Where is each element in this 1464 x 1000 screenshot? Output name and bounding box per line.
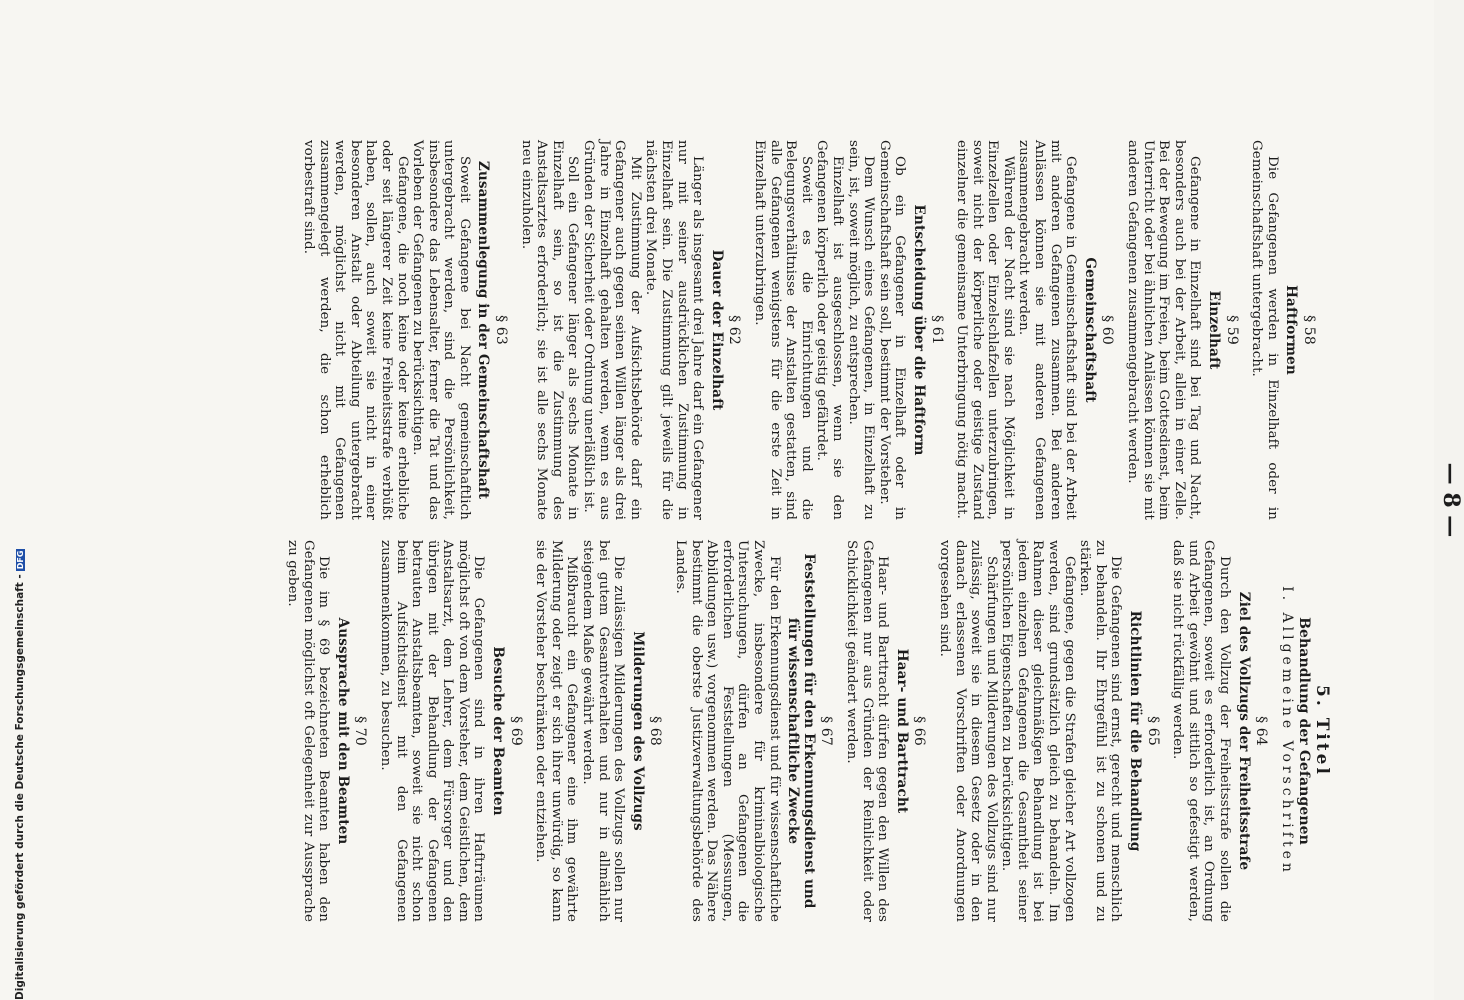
section-heading: Gemeinschaftshaft: [1081, 257, 1098, 403]
section-number: § 64: [1253, 716, 1270, 746]
section-number: § 68: [647, 716, 664, 746]
section-number: § 69: [507, 716, 524, 746]
section-heading: Haar- und Barttracht: [893, 648, 910, 814]
footer-text: Digitalisierung gefördert durch die Deutsche Forschungsgemeinschaft -: [14, 574, 26, 1000]
title-subtitle: Behandlung der Gefangenen: [1296, 617, 1313, 845]
paragraph: Länger als insgesamt drei Jahre darf ein Gefangener nur mit seiner ausdrücklichen Zustimmung in Einzelhaft sein. Die Zustimmung gilt jeweils für die nächsten drei Monate.: [643, 140, 706, 520]
section-heading: Milderungen des Vollzugs: [629, 631, 646, 831]
paragraph: Die Gefangenen werden in Einzelhaft oder in Gemeinschaftshaft untergebracht.: [1249, 140, 1280, 520]
paragraph: Die Gefangenen sind ernst, gerecht und menschlich zu behandeln. Ihr Ehrgefühl ist zu schonen und zu stärken.: [1077, 540, 1124, 922]
paragraph: Einzelhaft ist ausgeschlossen, wenn sie den Gefangenen körperlich oder geistig gefährdet.: [814, 140, 845, 520]
section-heading: Besuche der Beamten: [490, 646, 507, 816]
section-heading: Entscheidung über die Haftform: [910, 204, 927, 456]
section-number: § 66: [911, 716, 928, 746]
left-column: [300, 140, 1326, 520]
paragraph: Gefangene in Einzelhaft sind bei Tag und Nacht, besonders auch bei der Arbeit, allein in einer Zelle. Bei der Bewegung im Freien, beim Gottesdienst, beim Unterricht oder bei ähnlichen Anlässen können sie mit anderen Gefangenen zusammengebracht werden.: [1125, 140, 1203, 520]
paragraph: Durch den Vollzug der Freiheitsstrafe sollen die Gefangenen, soweit es erforderlich ist, an Ordnung und Arbeit gewöhnt und sittlich so gefestigt werden, daß sie nicht rückfällig werden.: [1170, 540, 1233, 922]
paragraph: Ob ein Gefangener in Einzelhaft oder in Gemeinschaftshaft sein soll, bestimmt der Vorsteher.: [876, 140, 908, 520]
title-heading: 5. Titel: [1312, 685, 1332, 777]
paragraph: Gefangene in Gemeinschaftshaft sind bei der Arbeit mit anderen Gefangenen zusammen. Bei anderen Anlässen können sie mit anderen Gefangenen zusammengebracht werden.: [1016, 140, 1079, 520]
section-number: § 70: [352, 716, 369, 746]
section-heading: Richtlinien für die Behandlung: [1127, 610, 1144, 852]
section-heading: Dauer der Einzelhaft: [708, 249, 725, 411]
section-number: § 61: [928, 315, 945, 345]
paragraph: Gefangene, die noch keine oder keine erhebliche oder seit längerer Zeit keine Freiheitsstrafe verbüßt haben, sollen, auch soweit sie nicht in einer besonderen Anstalt oder Abteilung untergebracht werden, möglichst nicht mit Gefangenen zusammengelegt werden, die schon erheblich vorbestraft sind.: [300, 140, 410, 520]
section-number: § 59: [1223, 315, 1240, 345]
paragraph: Dem Wunsch eines Gefangenen, in Einzelhaft zu sein, ist, soweit möglich, zu entsprechen.: [845, 140, 877, 520]
paragraph: Haar- und Barttracht dürfen gegen den Willen des Gefangenen nur aus Gründen der Reinlichkeit oder Schicklichkeit geändert werden.: [843, 540, 891, 922]
section-heading: Feststellungen für den Erkennungsdienst und für wissenschaftliche Zwecke: [785, 553, 817, 909]
paragraph: Schärfungen und Milderungen des Vollzugs sind nur zulässig, soweit sie in diesem Gesetz oder in den danach erlassenen Vorschriften oder Anordnungen vorgesehen sind.: [936, 540, 999, 922]
section-heading: Ziel des Vollzugs der Freiheitsstrafe: [1235, 591, 1252, 871]
section-heading: Haftformen: [1283, 285, 1300, 375]
paragraph: Soweit es die Einrichtungen und die Belegungsverhältnisse der Anstalten gestatten, sind alle Gefangenen wenigstens für die erste Zeit in Einzelhaft unterzubringen.: [752, 140, 814, 520]
paragraph: Soll ein Gefangener länger als sechs Monate in Einzelhaft sein, so ist die Zustimmung des Anstaltsarztes erforderlich; sie ist alle sechs Monate neu einzuholen.: [518, 140, 581, 520]
page-number: — 8 —: [1438, 462, 1464, 538]
paragraph: Gefangene, gegen die Strafen gleicher Art vollzogen werden, sind grundsätzlich gleich zu behandeln. Im Rahmen dieser gleichmäßigen Behandlung ist bei jedem einzelnen Gefangenen die Gesamtheit seiner persönlichen Eigenschaften zu berücksichtigen.: [999, 540, 1077, 922]
section-number: § 63: [493, 315, 510, 345]
paragraph: Während der Nacht sind sie nach Möglichkeit in Einzelzellen oder Einzelschlafzellen unterzubringen, soweit nicht der körperliche oder geistige Zustand einzelner die gemeinsame Unterbringung nötig macht.: [954, 140, 1016, 520]
paragraph: Die im § 69 bezeichneten Beamten haben den Gefangenen möglichst oft Gelegenheit zur Aussprache zu geben.: [284, 540, 332, 922]
section-number: § 67: [818, 716, 835, 746]
section-number: § 62: [726, 315, 743, 345]
paragraph: Mißbraucht ein Gefangener eine ihm gewährte Milderung oder zeigt er sich ihrer unwürdig, so kann sie der Vorsteher beschränken oder entziehen.: [533, 540, 580, 922]
paragraph: Für den Erkennungsdienst und für wissenschaftliche Zwecke, insbesondere für kriminalbiologische Untersuchungen, dürfen an Gefangenen die erforderlichen Feststellungen (Messungen, Abbildungen usw.) vorgenommen werden. Das Nähere bestimmt die oberste Justizverwaltungsbehörde des Landes.: [673, 540, 782, 922]
dfg-logo: DFG: [15, 550, 25, 570]
section-heading: Zusammenlegung in der Gemeinschaftshaft: [475, 160, 492, 500]
paragraph: Soweit Gefangene bei Nacht gemeinschaftlich untergebracht werden, sind die Persönlichkeit, insbesondere das Lebensalter, ferner die Tat und das Vorleben der Gefangenen zu berücksichtigen.: [410, 140, 472, 520]
section-heading: Einzelhaft: [1206, 290, 1223, 370]
right-column: [284, 540, 1332, 922]
section-heading: Aussprache mit den Beamten: [334, 617, 351, 845]
part-heading: I. Allgemeine Vorschriften: [1278, 586, 1295, 876]
section-number: § 65: [1144, 716, 1161, 746]
right-column-body: [284, 540, 1268, 922]
section-number: § 58: [1301, 315, 1317, 345]
paragraph: Mit Zustimmung der Aufsichtsbehörde darf ein Gefangener auch gegen seinen Willen länger als drei Jahre in Einzelhaft gehalten werden, wenn es aus Gründen der Sicherheit oder Ordnung unerläßlich ist.: [581, 140, 643, 520]
footer-credit: [14, 10, 26, 1000]
paragraph: Die Gefangenen sind in ihren Haftrräumen möglichst oft von dem Vorsteher, dem Geistlichen, dem Anstaltsarzt, dem Lehrer, dem Fürsorger und den übrigen mit der Behandlung der Gefangenen betrauten Anstaltsbeamten, soweit sie nicht schon beim Aufsichtsdienst mit den Gefangenen zusammenkommen, zu besuchen.: [377, 540, 487, 922]
section-number: § 60: [1099, 315, 1116, 345]
paragraph: Die zulässigen Milderungen des Vollzugs sollen nur bei gutem Gesamtverhalten und nur in allmählich steigendem Maße gewährt werden.: [580, 540, 627, 922]
